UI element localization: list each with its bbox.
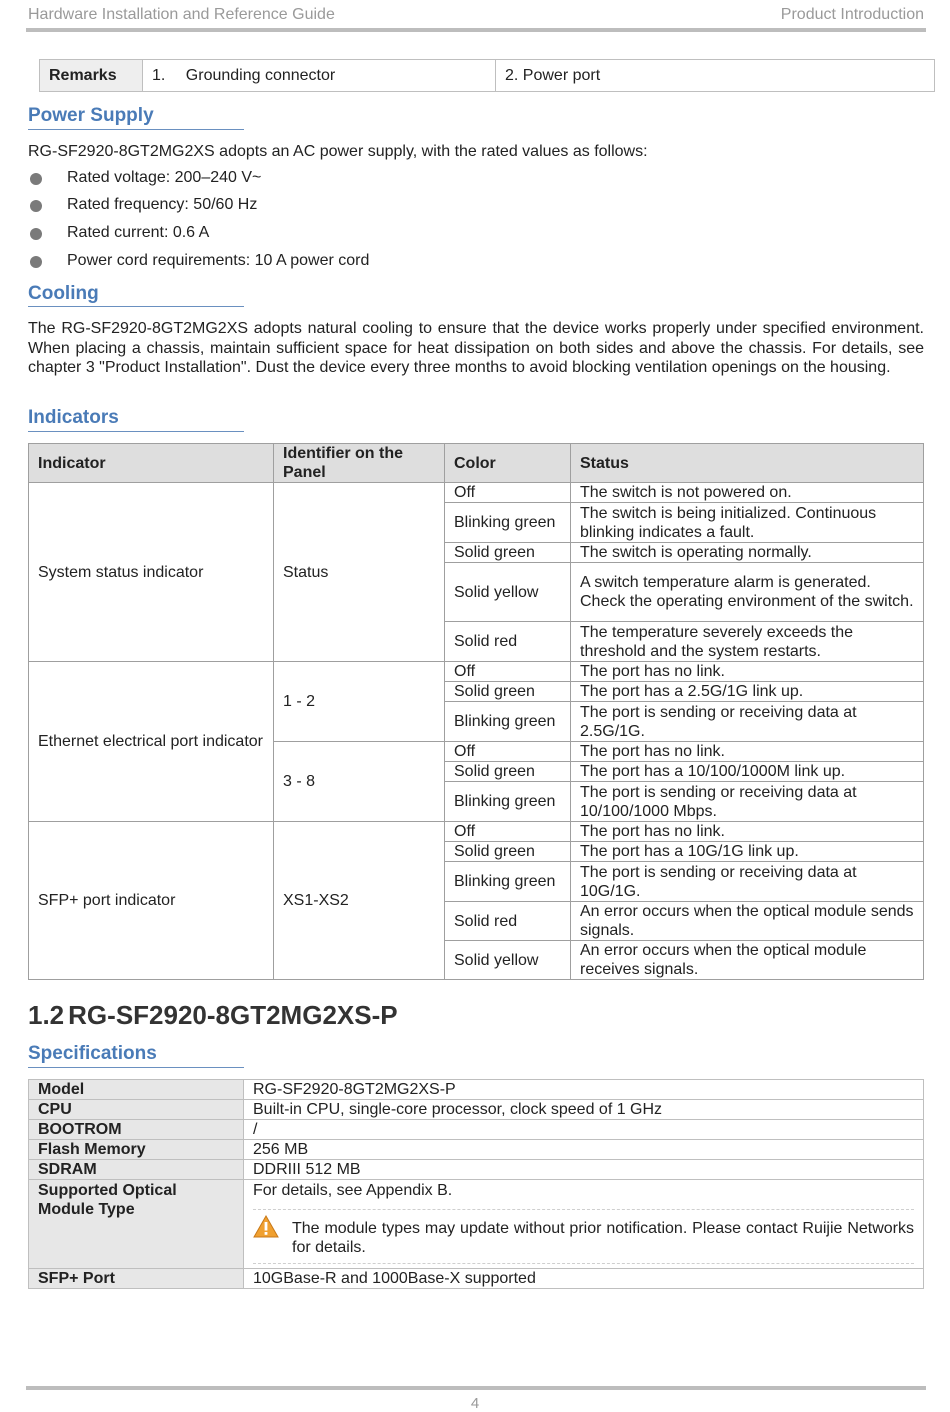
table-header-row <box>29 444 924 483</box>
spec-label: Model <box>29 1080 244 1100</box>
spec-value: For details, see Appendix B. <box>253 1182 453 1199</box>
warning-text: The module types may update without prior notification. Please contact Ruijie Networks for details. <box>292 1220 914 1256</box>
warning-note <box>253 1209 914 1264</box>
color-cell: Solid red <box>445 622 571 662</box>
spec-label: SDRAM <box>29 1160 244 1180</box>
cooling-paragraph: The RG-SF2920-8GT2MG2XS adopts natural cooling to ensure that the device works properly under specified environment. When placing a chassis, maintain sufficient space for heat dissipation on both sides and above the chassis. For details, see chapter 3 "Product Installation". Dust the device every three months to avoid blocking ventilation openings on the housing. <box>28 320 924 376</box>
remarks-label: Remarks <box>40 60 143 92</box>
color-cell: Blinking green <box>445 702 571 742</box>
color-cell: Blinking green <box>445 782 571 822</box>
status-cell: The port has a 2.5G/1G link up. <box>571 682 924 702</box>
column-header: Status <box>571 444 924 483</box>
heading-underline <box>28 306 244 307</box>
color-cell: Solid green <box>445 682 571 702</box>
running-header-title: Hardware Installation and Reference Guide <box>28 6 335 23</box>
color-cell: Off <box>445 822 571 842</box>
spec-value: / <box>244 1120 924 1140</box>
footer-rule <box>26 1386 926 1390</box>
power-intro: RG-SF2920-8GT2MG2XS adopts an AC power supply, with the rated values as follows: <box>28 143 648 160</box>
heading-underline <box>28 129 244 130</box>
status-cell: The port is sending or receiving data at 2.5G/1G. <box>571 702 924 742</box>
color-cell: Blinking green <box>445 503 571 543</box>
status-cell: The switch is operating normally. <box>571 543 924 563</box>
panel-identifier: XS1-XS2 <box>274 822 445 980</box>
section-heading-specifications: Specifications <box>28 1043 157 1064</box>
table-row <box>29 662 924 682</box>
spec-value: RG-SF2920-8GT2MG2XS-P <box>244 1080 924 1100</box>
color-cell: Solid yellow <box>445 941 571 980</box>
heading-underline <box>28 1067 244 1068</box>
color-cell: Solid green <box>445 543 571 563</box>
table-row <box>29 1180 924 1269</box>
remarks-item-1 <box>143 60 496 92</box>
status-cell: The temperature severely exceeds the threshold and the system restarts. <box>571 622 924 662</box>
page-number: 4 <box>470 1395 480 1412</box>
column-header: Color <box>445 444 571 483</box>
panel-identifier: 1 - 2 <box>274 662 445 742</box>
remarks-item-2: 2. Power port <box>496 60 935 92</box>
running-header-section: Product Introduction <box>780 6 924 23</box>
status-cell: The port has no link. <box>571 822 924 842</box>
remarks-table <box>39 59 935 92</box>
indicator-name: System status indicator <box>29 483 274 662</box>
table-row <box>29 1100 924 1120</box>
panel-identifier: 3 - 8 <box>274 742 445 822</box>
table-row <box>29 822 924 842</box>
indicator-name: Ethernet electrical port indicator <box>29 662 274 822</box>
status-cell: The port has no link. <box>571 742 924 762</box>
status-cell: The switch is being initialized. Continuous blinking indicates a fault. <box>571 503 924 543</box>
status-cell: The port has no link. <box>571 662 924 682</box>
spec-value: 256 MB <box>244 1140 924 1160</box>
spec-label: Supported Optical Module Type <box>29 1180 244 1269</box>
chapter-heading <box>28 1000 398 1031</box>
spec-label: SFP+ Port <box>29 1269 244 1289</box>
table-row <box>29 1140 924 1160</box>
chapter-number: 1.2 <box>28 1000 65 1030</box>
color-cell: Off <box>445 483 571 503</box>
indicators-table <box>28 443 924 980</box>
color-cell: Solid green <box>445 842 571 862</box>
bullet-icon <box>30 200 42 212</box>
chapter-title: RG-SF2920-8GT2MG2XS-P <box>68 1000 398 1030</box>
status-cell: The port has a 10G/1G link up. <box>571 842 924 862</box>
column-header: Identifier on the Panel <box>274 444 445 483</box>
status-cell: The port has a 10/100/1000M link up. <box>571 762 924 782</box>
specifications-table <box>28 1079 924 1289</box>
spec-label: Flash Memory <box>29 1140 244 1160</box>
color-cell: Blinking green <box>445 862 571 902</box>
table-row <box>29 483 924 503</box>
warning-icon <box>253 1215 279 1238</box>
table-row <box>29 1160 924 1180</box>
spec-value: 10GBase-R and 1000Base-X supported <box>244 1269 924 1289</box>
status-cell: The port is sending or receiving data at 10G/1G. <box>571 862 924 902</box>
heading-underline <box>28 431 244 432</box>
status-cell: The port is sending or receiving data at 10/100/1000 Mbps. <box>571 782 924 822</box>
spec-label: BOOTROM <box>29 1120 244 1140</box>
section-heading-power-supply: Power Supply <box>28 105 154 126</box>
header-rule <box>26 28 926 32</box>
status-cell: An error occurs when the optical module sends signals. <box>571 902 924 941</box>
color-cell: Solid red <box>445 902 571 941</box>
remarks-item-1-text: Grounding connector <box>185 67 336 84</box>
spec-value: DDRIII 512 MB <box>244 1160 924 1180</box>
bullet-icon <box>30 173 42 185</box>
table-row <box>29 1269 924 1289</box>
bullet-icon <box>30 228 42 240</box>
spec-value: Built-in CPU, single-core processor, clock speed of 1 GHz <box>244 1100 924 1120</box>
color-cell: Solid yellow <box>445 563 571 622</box>
bullet-icon <box>30 256 42 268</box>
color-cell: Off <box>445 662 571 682</box>
column-header: Indicator <box>29 444 274 483</box>
color-cell: Off <box>445 742 571 762</box>
table-row <box>29 1120 924 1140</box>
remarks-item-1-number: 1. <box>152 67 166 84</box>
status-cell: The switch is not powered on. <box>571 483 924 503</box>
section-heading-indicators: Indicators <box>28 407 119 428</box>
spec-value-cell <box>244 1180 924 1269</box>
section-heading-cooling: Cooling <box>28 283 99 304</box>
status-cell: An error occurs when the optical module receives signals. <box>571 941 924 980</box>
indicator-name: SFP+ port indicator <box>29 822 274 980</box>
table-row <box>29 1080 924 1100</box>
spec-label: CPU <box>29 1100 244 1120</box>
status-cell: A switch temperature alarm is generated. Check the operating environment of the switch. <box>571 563 924 622</box>
panel-identifier: Status <box>274 483 445 662</box>
color-cell: Solid green <box>445 762 571 782</box>
